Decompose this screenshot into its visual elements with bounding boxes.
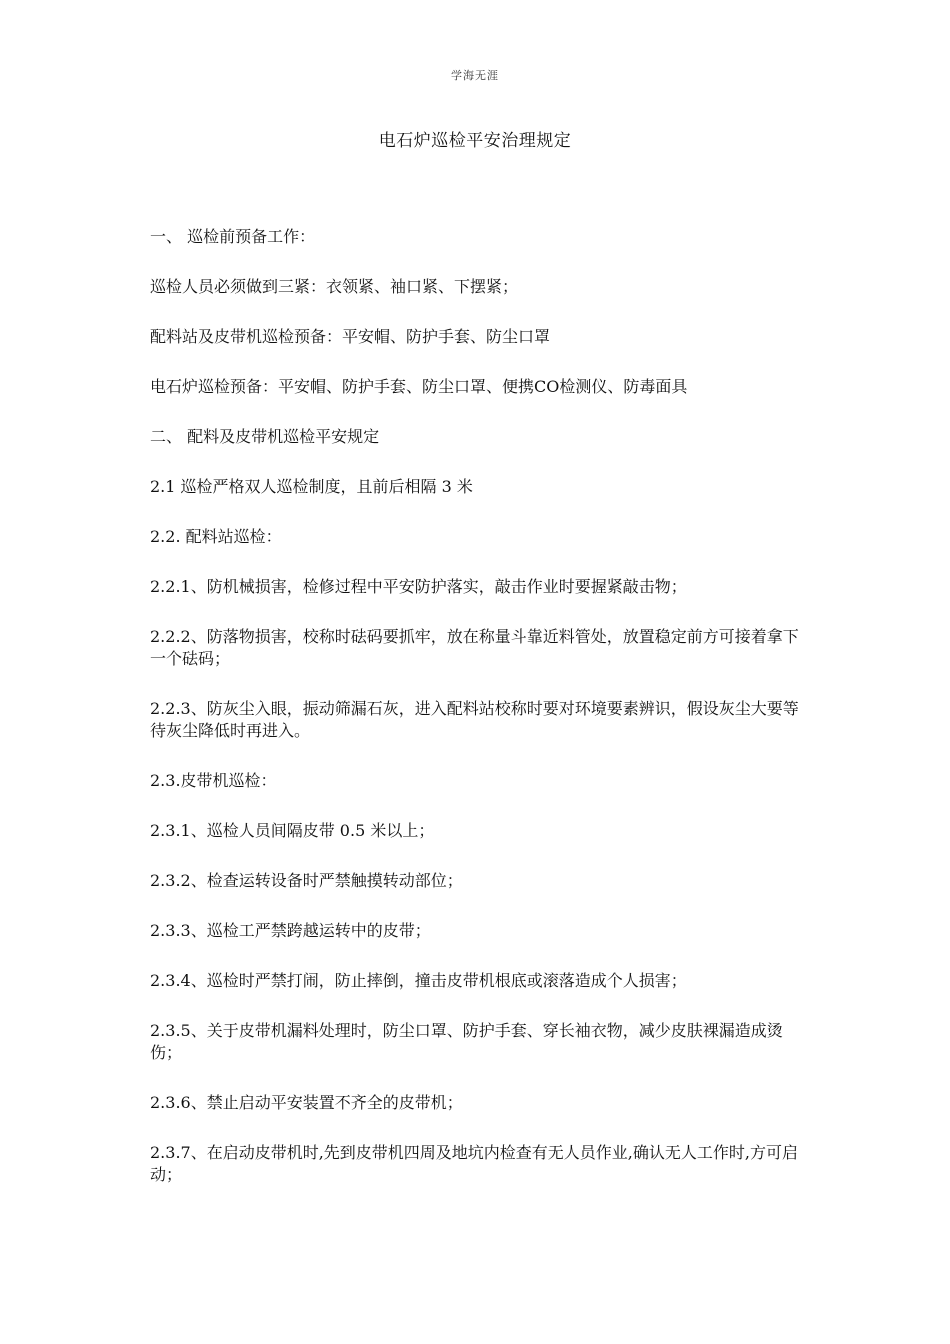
- paragraph: 2.3.7、在启动皮带机时,先到皮带机四周及地坑内检查有无人员作业,确认无人工作时,方可启动；: [150, 1143, 798, 1184]
- paragraph: 2.3.5、关于皮带机漏料处理时，防尘口罩、防护手套、穿长袖衣物，减少皮肤裸漏造成烫伤；: [150, 1021, 783, 1062]
- page-header: 学海无涯: [451, 69, 499, 82]
- paragraph: 2.3.3、巡检工严禁跨越运转中的皮带；: [150, 921, 431, 940]
- document-body: [150, 226, 800, 1214]
- subsection-heading: 2.2. 配料站巡检：: [150, 527, 282, 546]
- paragraph: 电石炉巡检预备：平安帽、防护手套、防尘口罩、便携CO检测仪、防毒面具: [150, 377, 688, 396]
- paragraph: 2.2.3、防灰尘入眼，振动筛漏石灰，进入配料站校称时要对环境要素辨识，假设灰尘大要等待灰尘降低时再进入。: [150, 699, 799, 740]
- paragraph: 2.3.6、禁止启动平安装置不齐全的皮带机；: [150, 1093, 463, 1112]
- paragraph: 2.1 巡检严格双人巡检制度，且前后相隔 3 米: [150, 477, 473, 496]
- document-title: 电石炉巡检平安治理规定: [378, 131, 572, 151]
- paragraph: 2.3.4、巡检时严禁打闹，防止摔倒，撞击皮带机根底或滚落造成个人损害；: [150, 971, 687, 990]
- paragraph: 2.2.1、防机械损害，检修过程中平安防护落实，敲击作业时要握紧敲击物；: [150, 577, 687, 596]
- paragraph: 2.2.2、防落物损害，校称时砝码要抓牢，放在称量斗靠近料管处，放置稳定前方可接着拿下一个砝码；: [150, 627, 799, 668]
- section-heading: 二、 配料及皮带机巡检平安规定: [150, 427, 380, 446]
- paragraph: 2.3.2、检查运转设备时严禁触摸转动部位；: [150, 871, 463, 890]
- paragraph: 配料站及皮带机巡检预备：平安帽、防护手套、防尘口罩: [150, 327, 551, 346]
- subsection-heading: 2.3.皮带机巡检：: [150, 771, 277, 790]
- section-heading: 一、 巡检前预备工作：: [150, 227, 316, 246]
- paragraph: 巡检人员必须做到三紧：衣领紧、袖口紧、下摆紧；: [150, 277, 519, 296]
- paragraph: 2.3.1、巡检人员间隔皮带 0.5 米以上；: [150, 821, 435, 840]
